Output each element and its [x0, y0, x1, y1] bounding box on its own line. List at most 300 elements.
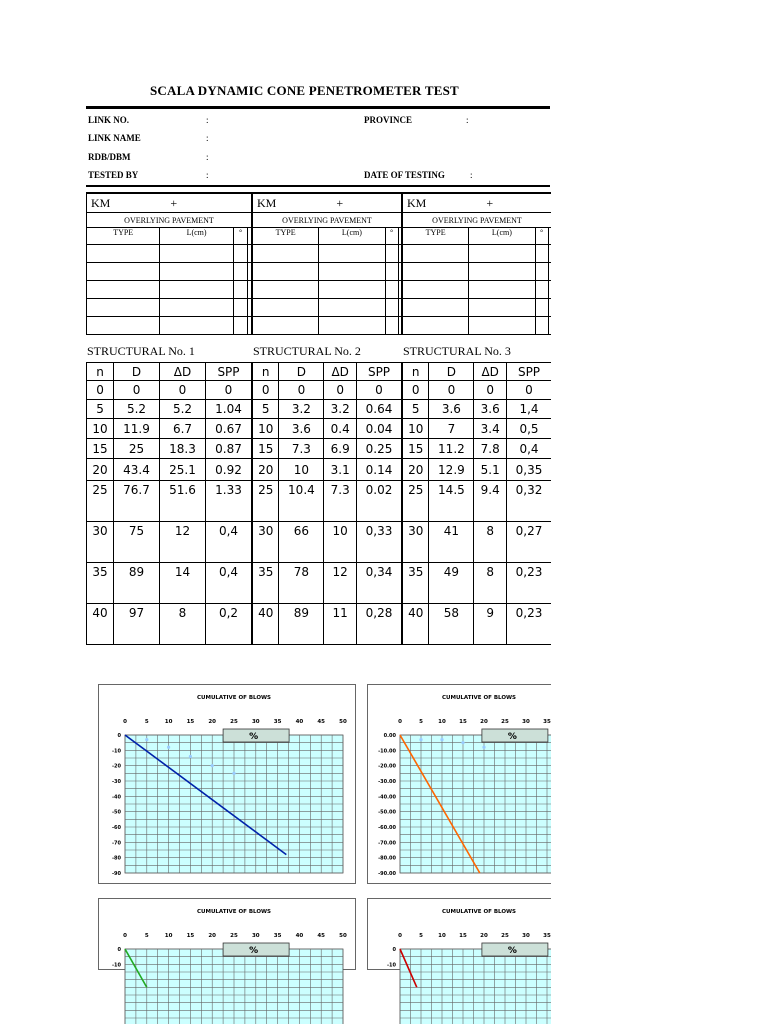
x-tick-label: 0: [398, 933, 402, 939]
x-tick-label: 20: [208, 719, 217, 725]
data-cell: 30: [87, 522, 114, 563]
y-tick-label: -70.00: [378, 840, 396, 847]
chart-2: [367, 684, 559, 884]
blank-cell: [469, 317, 535, 335]
blank-cell: [469, 263, 535, 281]
overlying-block-1: [86, 192, 252, 335]
x-tick-label: 35: [543, 719, 551, 725]
data-cell: 3.6: [429, 400, 474, 419]
blank-cell: [87, 281, 160, 299]
data-cell: 12: [324, 563, 357, 604]
link-no-label: LINK NO.: [88, 115, 130, 125]
data-cell: 5.2: [114, 400, 160, 419]
column-header: SPP: [507, 363, 552, 381]
y-tick-label: -50: [111, 809, 121, 816]
data-cell: 0,5: [507, 419, 552, 439]
table-row: [87, 604, 252, 645]
table-row: [253, 604, 402, 645]
type-label: TYPE: [403, 228, 469, 245]
blank-cell: [469, 281, 535, 299]
l-label: L(cm): [319, 228, 385, 245]
blank-cell: [385, 245, 398, 263]
x-tick-label: 50: [339, 719, 347, 725]
column-header: ΔD: [474, 363, 507, 381]
data-cell: 0,23: [507, 563, 552, 604]
y-tick-label: 0.00: [383, 733, 396, 739]
table-row: [253, 522, 402, 563]
data-cell: 25.1: [160, 459, 206, 481]
chart-1: [98, 684, 356, 884]
overlying-block-2: [252, 192, 402, 335]
plus-sign: +: [486, 195, 494, 210]
blank-cell: [319, 245, 385, 263]
data-cell: 11.9: [114, 419, 160, 439]
data-cell: 66: [279, 522, 324, 563]
data-cell: 10: [324, 522, 357, 563]
x-tick-label: 5: [419, 719, 423, 725]
y-tick-label: -20: [111, 763, 121, 770]
x-tick-label: 40: [295, 719, 304, 725]
chart-title: CUMULATIVE OF BLOWS: [196, 695, 272, 701]
blank-cell: [319, 281, 385, 299]
x-tick-label: 35: [273, 719, 282, 725]
table-row: [403, 459, 552, 481]
data-cell: 1.33: [205, 481, 251, 522]
blank-cell: [253, 317, 319, 335]
y-tick-label: -30: [111, 779, 121, 785]
legend-label: %: [249, 732, 259, 742]
x-tick-label: 35: [543, 933, 551, 939]
data-cell: 0: [474, 381, 507, 400]
data-cell: 3.6: [474, 400, 507, 419]
blank-cell: [319, 317, 385, 335]
data-cell: 10: [253, 419, 279, 439]
data-cell: 3.6: [279, 419, 324, 439]
data-cell: 75: [114, 522, 160, 563]
column-header: ΔD: [324, 363, 357, 381]
column-header: n: [403, 363, 429, 381]
y-tick-label: -90.00: [378, 871, 396, 877]
data-cell: 5.2: [160, 400, 206, 419]
x-tick-label: 50: [339, 933, 347, 939]
data-cell: 8: [474, 522, 507, 563]
column-header: n: [87, 363, 114, 381]
table-row: [87, 419, 252, 439]
data-cell: 10: [403, 419, 429, 439]
data-cell: 7.8: [474, 439, 507, 459]
table-row: [87, 459, 252, 481]
blank-cell: [469, 245, 535, 263]
data-cell: 7.3: [324, 481, 357, 522]
data-cell: 0,4: [205, 522, 251, 563]
y-tick-label: 0: [117, 947, 121, 953]
data-cell: 1,4: [507, 400, 552, 419]
data-cell: 15: [87, 439, 114, 459]
data-cell: 10: [279, 459, 324, 481]
blank-cell: [248, 317, 252, 335]
data-cell: 0: [279, 381, 324, 400]
blank-cell: [253, 281, 319, 299]
data-cell: 15: [403, 439, 429, 459]
blank-cell: [233, 263, 248, 281]
x-tick-label: 25: [230, 719, 238, 725]
x-tick-label: 25: [501, 719, 509, 725]
y-tick-label: -60: [111, 825, 121, 831]
data-cell: 3.2: [279, 400, 324, 419]
data-cell: 58: [429, 604, 474, 645]
data-cell: 3.4: [474, 419, 507, 439]
x-tick-label: 10: [164, 933, 173, 939]
data-cell: 0,28: [357, 604, 402, 645]
blank-cell: [248, 263, 252, 281]
data-cell: 0,35: [507, 459, 552, 481]
x-tick-label: 20: [480, 719, 488, 725]
data-cell: 12: [160, 522, 206, 563]
data-cell: 5.1: [474, 459, 507, 481]
colon: :: [470, 170, 473, 180]
data-cell: 0: [357, 381, 402, 400]
data-cell: 0,4: [507, 439, 552, 459]
blank-cell: [248, 299, 252, 317]
table-row: [403, 381, 552, 400]
data-cell: 5: [253, 400, 279, 419]
data-cell: 43.4: [114, 459, 160, 481]
km-label: KM: [257, 195, 277, 210]
blank-cell: [160, 317, 233, 335]
blank-cell: [87, 263, 160, 281]
data-cell: 30: [253, 522, 279, 563]
data-cell: 35: [403, 563, 429, 604]
column-header: n: [253, 363, 279, 381]
x-tick-label: 30: [251, 933, 260, 939]
data-cell: 0,2: [205, 604, 251, 645]
column-header: SPP: [205, 363, 251, 381]
test-header-block: [86, 106, 550, 187]
data-point: [145, 738, 148, 741]
data-cell: 0: [114, 381, 160, 400]
blank-cell: [403, 245, 469, 263]
table-row: [403, 522, 552, 563]
x-tick-label: 20: [208, 933, 217, 939]
y-tick-label: -90: [111, 871, 121, 877]
data-cell: 12.9: [429, 459, 474, 481]
data-cell: 0,34: [357, 563, 402, 604]
blank-cell: [160, 263, 233, 281]
blank-cell: [385, 263, 398, 281]
km-label: KM: [407, 195, 427, 210]
blank-cell: [248, 281, 252, 299]
overlying-label: OVERLYING PAVEMENT: [253, 213, 402, 228]
chart-title: CUMULATIVE OF BLOWS: [441, 695, 517, 701]
blank-cell: [385, 299, 398, 317]
chart-3: [98, 898, 356, 970]
table-row: [253, 419, 402, 439]
table-row: [87, 481, 252, 522]
table-row: [253, 459, 402, 481]
y-tick-label: -10: [111, 962, 121, 969]
data-cell: 10.4: [279, 481, 324, 522]
degree-label: °: [385, 228, 398, 245]
x-tick-label: 0: [398, 719, 402, 725]
y-tick-label: -20.00: [378, 763, 396, 770]
y-tick-label: -80: [111, 855, 121, 862]
blank-cell: [160, 245, 233, 263]
data-cell: 0.14: [357, 459, 402, 481]
data-cell: 51.6: [160, 481, 206, 522]
l-label: L(cm): [469, 228, 535, 245]
table-row: [87, 563, 252, 604]
chart-title: CUMULATIVE OF BLOWS: [441, 909, 517, 915]
data-cell: 30: [403, 522, 429, 563]
structural-title-2: STRUCTURAL No. 2: [253, 344, 361, 358]
column-header: ΔD: [160, 363, 206, 381]
data-cell: 0,4: [205, 563, 251, 604]
data-cell: 8: [474, 563, 507, 604]
data-cell: 0: [324, 381, 357, 400]
blank-cell: [403, 299, 469, 317]
y-tick-label: -80.00: [378, 855, 396, 862]
data-cell: 0,32: [507, 481, 552, 522]
data-cell: 25: [87, 481, 114, 522]
x-tick-label: 45: [317, 719, 326, 725]
x-tick-label: 5: [144, 719, 149, 725]
y-tick-label: 0: [392, 947, 396, 953]
data-cell: 11.2: [429, 439, 474, 459]
y-tick-label: -10: [386, 962, 396, 969]
l-label: L(cm): [160, 228, 233, 245]
blank-cell: [319, 263, 385, 281]
province-label: PROVINCE: [364, 115, 413, 125]
x-tick-label: 30: [522, 933, 530, 939]
table-row: [403, 439, 552, 459]
plus-sign: +: [336, 195, 344, 210]
data-cell: 7.3: [279, 439, 324, 459]
column-header: D: [279, 363, 324, 381]
table-row: [253, 439, 402, 459]
data-cell: 35: [253, 563, 279, 604]
data-cell: 97: [114, 604, 160, 645]
blank-cell: [160, 299, 233, 317]
colon: :: [206, 115, 209, 125]
plus-sign: +: [170, 195, 178, 210]
data-cell: 0: [205, 381, 251, 400]
x-tick-label: 15: [186, 933, 195, 939]
structural-table-2: [252, 362, 402, 645]
y-tick-label: -40: [111, 794, 121, 801]
x-tick-label: 5: [419, 933, 423, 939]
y-tick-label: 0: [117, 733, 121, 739]
blank-cell: [87, 245, 160, 263]
date-label: DATE OF TESTING: [364, 170, 445, 180]
x-tick-label: 15: [459, 933, 467, 939]
data-cell: 18.3: [160, 439, 206, 459]
data-cell: 41: [429, 522, 474, 563]
blank-cell: [253, 245, 319, 263]
table-row: [403, 481, 552, 522]
data-cell: 89: [114, 563, 160, 604]
link-name-label: LINK NAME: [88, 133, 141, 143]
data-cell: 0.64: [357, 400, 402, 419]
data-point: [482, 746, 485, 749]
blank-cell: [535, 245, 548, 263]
x-tick-label: 10: [164, 719, 173, 725]
colon: :: [466, 115, 469, 125]
data-cell: 76.7: [114, 481, 160, 522]
y-tick-label: -70: [111, 840, 121, 847]
y-tick-label: -10.00: [378, 748, 396, 755]
data-cell: 25: [253, 481, 279, 522]
data-cell: 6.7: [160, 419, 206, 439]
data-point: [211, 764, 214, 767]
x-tick-label: 30: [251, 719, 260, 725]
data-cell: 9: [474, 604, 507, 645]
data-cell: 0: [429, 381, 474, 400]
data-cell: 3.2: [324, 400, 357, 419]
table-row: [403, 563, 552, 604]
chart-title: CUMULATIVE OF BLOWS: [196, 909, 272, 915]
y-tick-label: -60.00: [378, 825, 396, 831]
data-cell: 0: [253, 381, 279, 400]
blank-cell: [233, 281, 248, 299]
blank-cell: [403, 281, 469, 299]
y-tick-label: -10: [111, 748, 121, 755]
data-cell: 3.1: [324, 459, 357, 481]
blank-cell: [233, 245, 248, 263]
data-cell: 0,23: [507, 604, 552, 645]
data-point: [167, 746, 170, 749]
x-tick-label: 25: [230, 933, 238, 939]
structural-table-1: [86, 362, 252, 645]
blank-cell: [385, 281, 398, 299]
table-row: [253, 481, 402, 522]
data-cell: 0.04: [357, 419, 402, 439]
data-cell: 1.04: [205, 400, 251, 419]
x-tick-label: 25: [501, 933, 509, 939]
table-row: [403, 604, 552, 645]
data-cell: 0.4: [324, 419, 357, 439]
data-cell: 0: [160, 381, 206, 400]
data-cell: 0: [507, 381, 552, 400]
km-label: KM: [91, 195, 111, 210]
data-cell: 0.25: [357, 439, 402, 459]
tested-by-label: TESTED BY: [88, 170, 139, 180]
overlying-label: OVERLYING PAVEMENT: [87, 213, 252, 228]
x-tick-label: 45: [317, 933, 326, 939]
data-cell: 0,27: [507, 522, 552, 563]
empty-cell: [248, 228, 252, 245]
structural-title-3: STRUCTURAL No. 3: [403, 344, 511, 358]
y-tick-label: -50.00: [378, 809, 396, 816]
blank-cell: [535, 317, 548, 335]
data-cell: 7: [429, 419, 474, 439]
degree-label: °: [535, 228, 548, 245]
data-point: [440, 738, 443, 741]
blank-cell: [87, 317, 160, 335]
table-row: [253, 400, 402, 419]
structural-table-3: [402, 362, 552, 645]
blank-cell: [233, 299, 248, 317]
data-cell: 15: [253, 439, 279, 459]
blank-cell: [319, 299, 385, 317]
structural-title-1: STRUCTURAL No. 1: [87, 344, 195, 358]
x-tick-label: 40: [295, 933, 304, 939]
data-cell: 40: [253, 604, 279, 645]
chart-4: [367, 898, 559, 970]
degree-label: °: [233, 228, 248, 245]
y-tick-label: -40.00: [378, 794, 396, 801]
x-tick-label: 30: [522, 719, 530, 725]
rdb-label: RDB/DBM: [88, 152, 131, 162]
data-cell: 25: [114, 439, 160, 459]
data-cell: 78: [279, 563, 324, 604]
data-cell: 11: [324, 604, 357, 645]
blank-cell: [535, 263, 548, 281]
data-point: [419, 738, 422, 741]
data-point: [232, 772, 235, 775]
blank-cell: [535, 281, 548, 299]
blank-cell: [469, 299, 535, 317]
x-tick-label: 5: [144, 933, 149, 939]
blank-cell: [535, 299, 548, 317]
overlying-block-3: [402, 192, 552, 335]
data-point: [189, 755, 192, 758]
data-point: [461, 741, 464, 744]
data-cell: 5: [87, 400, 114, 419]
x-tick-label: 10: [438, 933, 446, 939]
table-row: [403, 419, 552, 439]
blank-cell: [253, 263, 319, 281]
data-cell: 20: [253, 459, 279, 481]
column-header: SPP: [357, 363, 402, 381]
type-label: TYPE: [87, 228, 160, 245]
legend-label: %: [507, 732, 517, 742]
data-cell: 35: [87, 563, 114, 604]
column-header: D: [114, 363, 160, 381]
x-tick-label: 0: [123, 933, 127, 939]
table-row: [87, 439, 252, 459]
x-tick-label: 15: [459, 719, 467, 725]
legend-label: %: [507, 946, 517, 956]
data-cell: 6.9: [324, 439, 357, 459]
table-row: [87, 381, 252, 400]
blank-cell: [385, 317, 398, 335]
column-header: D: [429, 363, 474, 381]
data-cell: 14.5: [429, 481, 474, 522]
table-row: [403, 400, 552, 419]
data-cell: 10: [87, 419, 114, 439]
page-title: SCALA DYNAMIC CONE PENETROMETER TEST: [150, 83, 459, 98]
data-cell: 0.87: [205, 439, 251, 459]
table-row: [87, 400, 252, 419]
data-cell: 49: [429, 563, 474, 604]
x-tick-label: 0: [123, 719, 127, 725]
page-margin: [551, 0, 768, 1024]
x-tick-label: 10: [438, 719, 446, 725]
blank-cell: [160, 281, 233, 299]
data-cell: 0: [87, 381, 114, 400]
data-cell: 0,33: [357, 522, 402, 563]
data-cell: 0.02: [357, 481, 402, 522]
blank-cell: [403, 263, 469, 281]
y-tick-label: -30.00: [378, 779, 396, 785]
colon: :: [206, 152, 209, 162]
overlying-label: OVERLYING PAVEMENT: [403, 213, 552, 228]
data-cell: 20: [87, 459, 114, 481]
data-cell: 9.4: [474, 481, 507, 522]
data-cell: 25: [403, 481, 429, 522]
data-cell: 0.67: [205, 419, 251, 439]
x-tick-label: 15: [186, 719, 195, 725]
